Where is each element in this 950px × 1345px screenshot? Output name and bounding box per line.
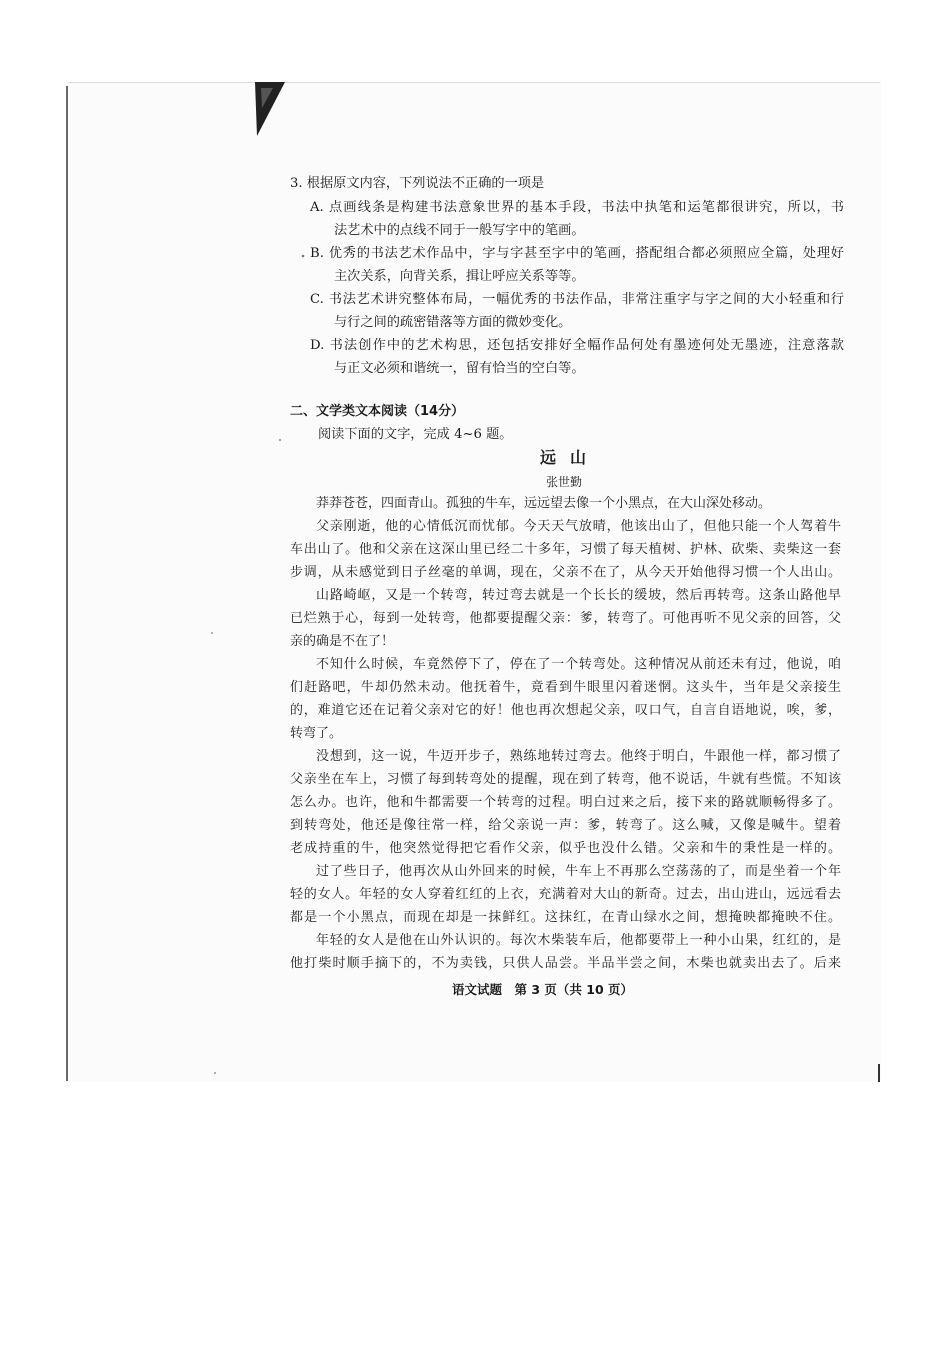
story-line: 的，难道它还在记着父亲对它的好！他也再次想起父亲，叹口气，自言自语地说，唉，爹，	[290, 703, 841, 718]
page-right-edge-mark	[878, 1064, 880, 1082]
story-line: 莽莽苍苍，四面青山。孤独的牛车，远远望去像一个小黑点，在大山深处移动。	[316, 496, 772, 511]
page-footer: 语文试题 第 3 页（共 10 页）	[452, 982, 634, 997]
story-line: 他打柴时顺手摘下的，不为卖钱，只供人品尝。半品半尝之间，木柴也就卖出去了。后来	[290, 956, 841, 971]
section-instruction: 阅读下面的文字，完成 4~6 题。	[318, 427, 513, 442]
story-line: 都是一个小黑点，而现在却是一抹鲜红。这抹红，在青山绿水之间，想掩映都掩映不住。	[290, 910, 841, 925]
story-line: 车出山了。他和父亲在这深山里已经二十多年，习惯了每天植树、护林、砍柴、卖柴这一套	[290, 542, 841, 557]
section-heading: 二、文学类文本阅读（14分）	[290, 404, 465, 419]
option-c-line2: 与行之间的疏密错落等方面的微妙变化。	[334, 315, 572, 330]
story-line: 轻的女人。年轻的女人穿着红红的上衣，充满着对大山的新奇。过去，出山进山，远远看去	[290, 887, 841, 902]
story-title: 远山	[540, 448, 601, 467]
story-line: 亲的确是不在了！	[290, 634, 395, 649]
question-stem: 3. 根据原文内容，下列说法不正确的一项是	[290, 176, 545, 191]
page-top-edge	[68, 82, 880, 83]
page-left-edge	[66, 86, 68, 1081]
option-b-line1: B. 优秀的书法艺术作品中，字与字甚至字中的笔画，搭配组合都必须照应全篇，处理好	[310, 246, 844, 261]
story-line: 怎么办。也许，他和牛都需要一个转弯的过程。明白过来之后，接下来的路就顺畅得多了。	[290, 795, 841, 810]
story-line: 过了些日子，他再次从山外回来的时候，牛车上不再那么空荡荡的了，而是坐着一个年	[316, 864, 841, 879]
story-line: 转弯了。	[290, 726, 343, 741]
story-line: 没想到，这一说，牛迈开步子，熟练地转过弯去。他终于明白，牛跟他一样，都习惯了	[316, 749, 841, 764]
story-author: 张世勤	[546, 475, 583, 489]
story-line: 已烂熟于心，每到一处转弯，他都要提醒父亲：爹，转弯了。可他再听不见父亲的回答，父	[290, 611, 841, 626]
story-line: 们赶路吧，牛却仍然未动。他抚着牛，竟看到牛眼里闪着迷惘。这头牛，当年是父亲接生	[290, 680, 841, 695]
story-line: 到转弯处，他还是像往常一样，给父亲说一声：爹，转弯了。这么喊，又像是喊牛。望着	[290, 818, 841, 833]
story-line: 步调，从未感觉到日子丝毫的单调，现在，父亲不在了，从今天开始他得习惯一个人出山。	[290, 565, 841, 580]
option-a-line1: A. 点画线条是构建书法意象世界的基本手段，书法中执笔和运笔都很讲究，所以，书	[310, 200, 844, 215]
option-d-line1: D. 书法创作中的艺术构思，还包括安排好全幅作品何处有墨迹何处无墨迹，注意落款	[310, 338, 844, 353]
option-b-line2: 主次关系，向背关系，揖让呼应关系等等。	[334, 269, 585, 284]
option-d-line2: 与正文必须和谐统一，留有恰当的空白等。	[334, 361, 585, 376]
story-line: 年轻的女人是他在山外认识的。每次木柴装车后，他都要带上一种小山果，红红的，是	[316, 933, 841, 948]
story-line: 山路崎岖，又是一个转弯，转过弯去就是一个长长的缓坡，然后再转弯。这条山路他早	[316, 588, 841, 603]
option-c-line1: C. 书法艺术讲究整体布局，一幅优秀的书法作品，非常注重字与字之间的大小轻重和行	[310, 292, 844, 307]
option-a-line2: 法艺术中的点线不同于一般写字中的笔画。	[334, 223, 585, 238]
story-line: 父亲坐在车上，习惯了每到转弯处的提醒，现在到了转弯，他不说话，牛就有些慌。不知该	[290, 772, 841, 787]
story-line: 老成持重的牛，他突然觉得把它看作父亲，似乎也没什么错。父亲和牛的秉性是一样的。	[290, 841, 841, 856]
corner-triangle-mark	[253, 82, 287, 138]
story-line: 父亲刚逝，他的心情低沉而忧郁。今天天气放晴，他该出山了，但他只能一个人驾着牛	[316, 519, 841, 534]
story-line: 不知什么时候，车竟然停下了，停在了一个转弯处。这种情况从前还未有过，他说，咱	[316, 657, 841, 672]
